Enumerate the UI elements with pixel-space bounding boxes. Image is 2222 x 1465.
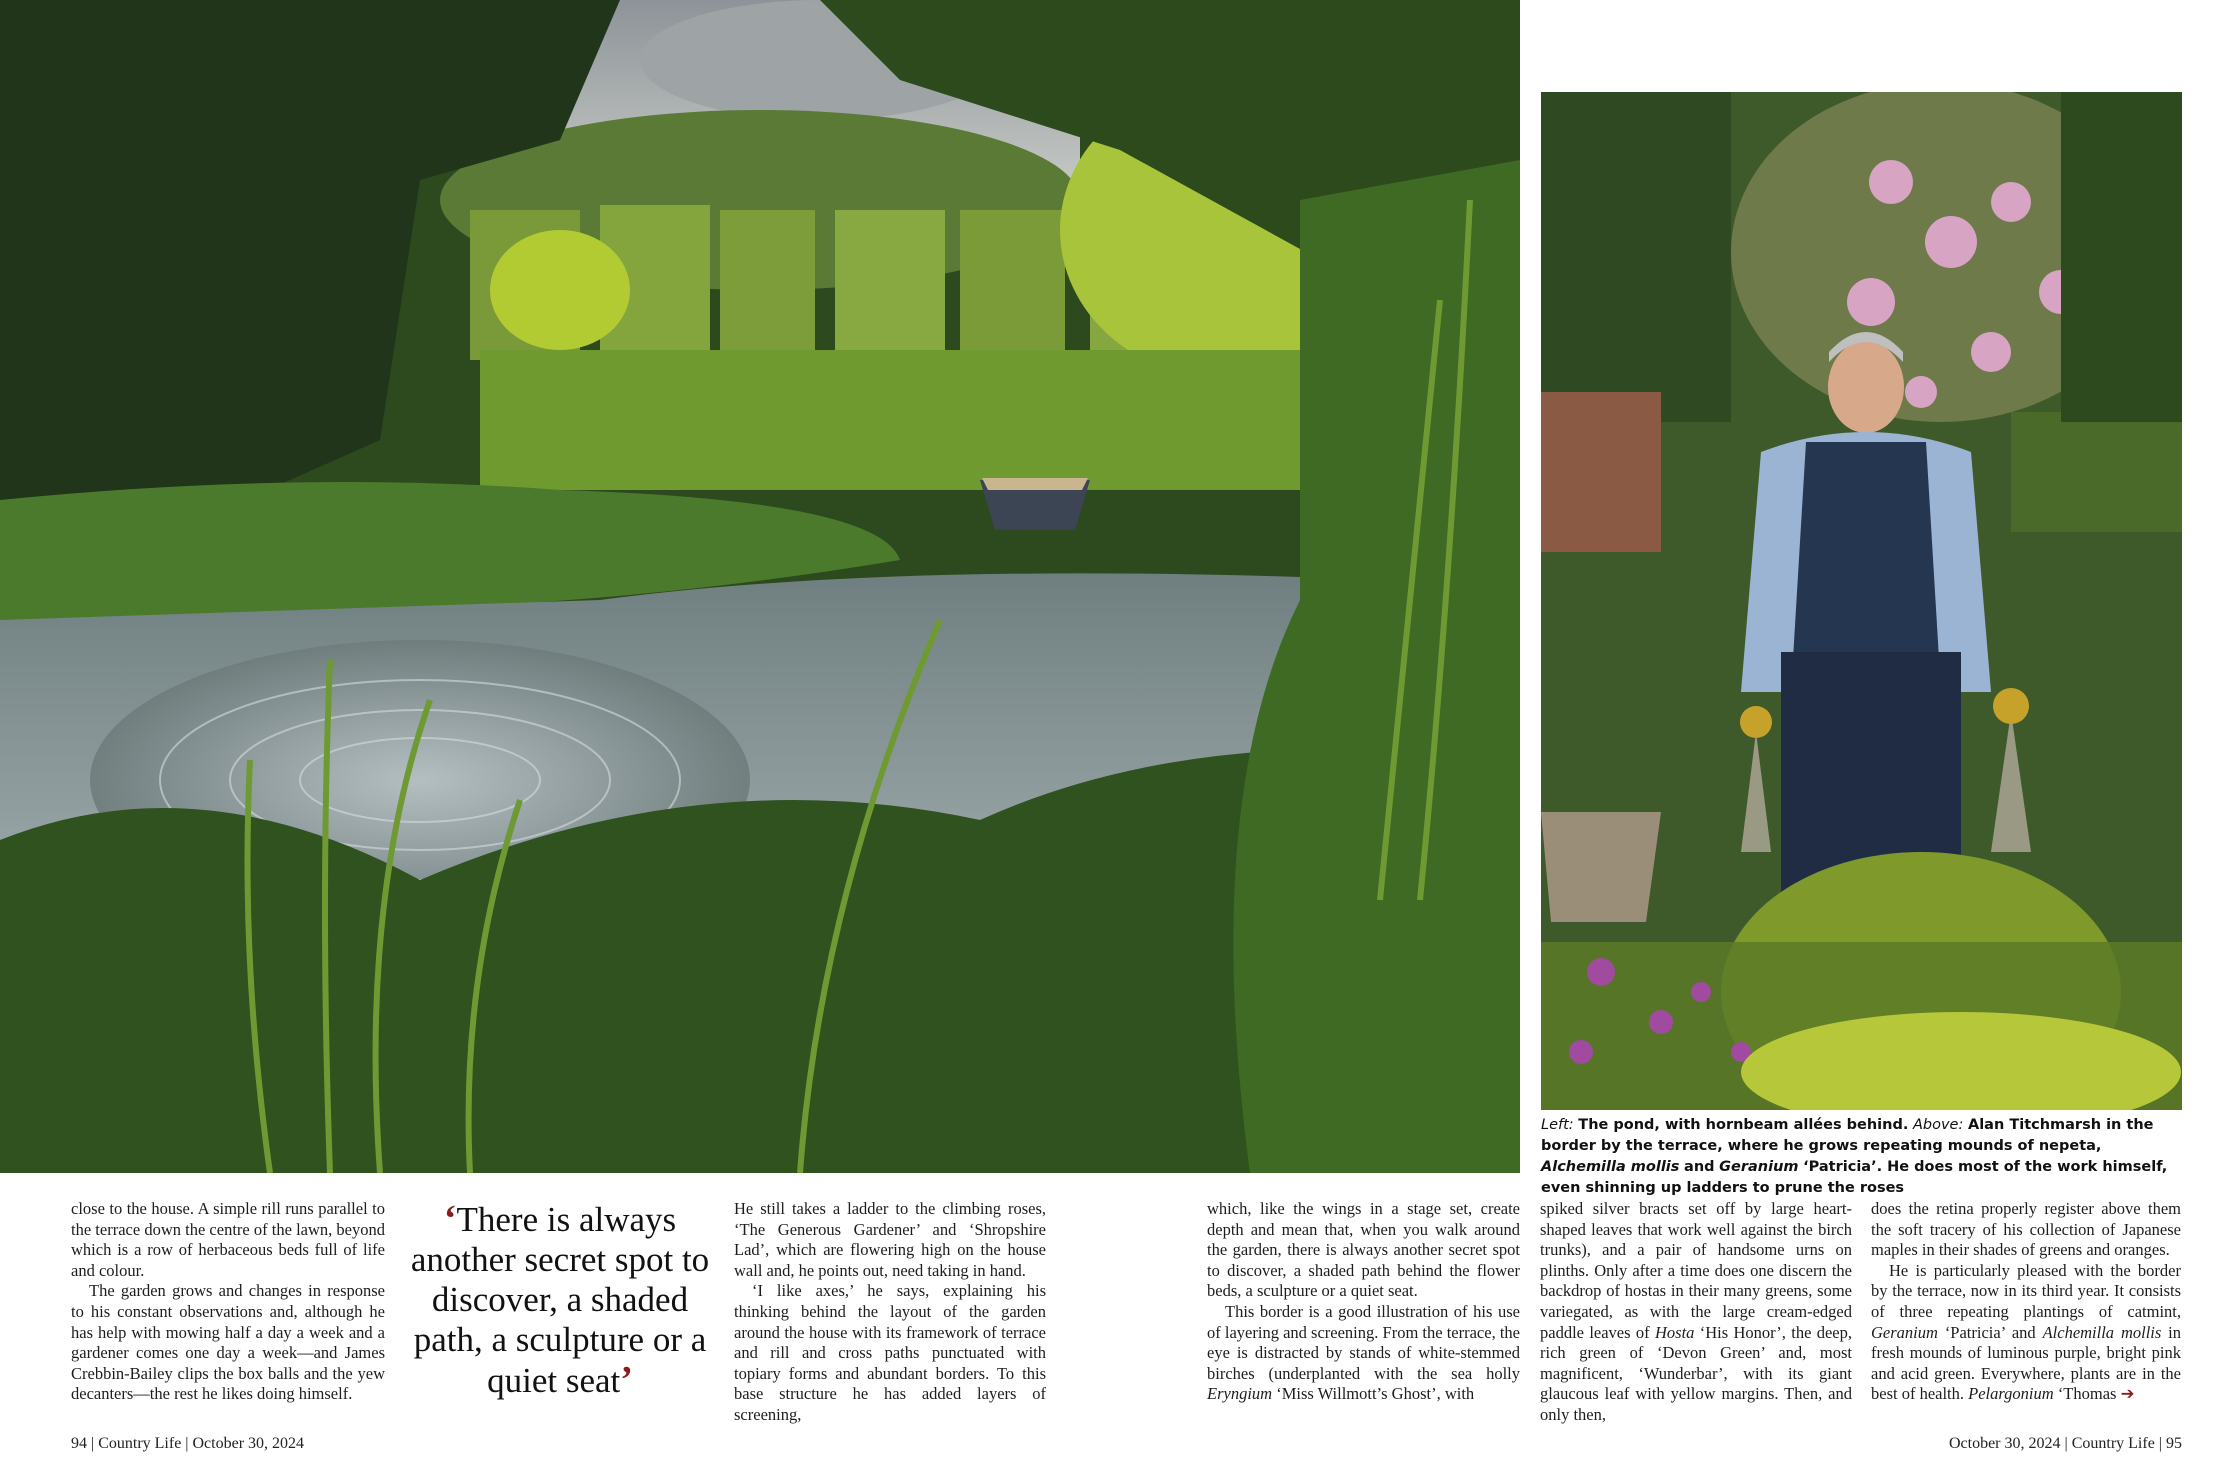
continue-arrow-icon: ➔ bbox=[2120, 1384, 2135, 1404]
paragraph: ‘I like axes,’ he says, explaining his thinking behind the layout of the garden around the house with its framework of terrace and rill and cross paths punctuated with topiary forms and abundant borders. To this base structure he has added layers of screening, bbox=[734, 1281, 1046, 1424]
paragraph: He still takes a ladder to the climbing roses, ‘The Generous Gardener’ and ‘Shropshire Lad’, which are flowering high on the house wall and, he points out, need taking in hand. bbox=[734, 1199, 1046, 1280]
plant-name: Hosta bbox=[1654, 1322, 1695, 1342]
paragraph: which, like the wings in a stage set, create depth and mean that, when you walk around the garden, there is always another secret spot to discover, a shaded path behind the flower beds, a sculpture or a quiet seat. bbox=[1207, 1199, 1520, 1301]
caption-left-label: Left: bbox=[1541, 1117, 1574, 1133]
plant-name: Geranium bbox=[1871, 1322, 1938, 1342]
photo-caption bbox=[1541, 1115, 2182, 1199]
caption-above-text-1: Alan Titchmarsh in the border by the terrace, where he grows repeating mounds of nepeta, bbox=[1541, 1117, 2154, 1154]
portrait-photo bbox=[1541, 92, 2182, 1110]
plant-name: Eryngium bbox=[1207, 1384, 1273, 1404]
pull-quote bbox=[405, 1199, 715, 1401]
paragraph bbox=[1871, 1261, 2181, 1405]
open-quote-mark: ‘ bbox=[443, 1198, 457, 1240]
plant-name: Alchemilla mollis bbox=[2042, 1322, 2162, 1342]
caption-and: and bbox=[1684, 1159, 1715, 1175]
plant-name: Pelargonium bbox=[1968, 1384, 2054, 1404]
body-column-5 bbox=[1540, 1199, 1852, 1426]
text-run: spiked silver bracts set off by large heart-shaped leaves that work well against the birch trunks), and a pair of handsome urns on plinths. Only after a time does one discern the backdrop of hostas in their many greens, some variegated, as with the large cream-edged paddle leaves of bbox=[1540, 1199, 1852, 1342]
paragraph bbox=[1540, 1199, 1852, 1426]
text-run: ‘His Honor’, the deep, rich green of ‘Devon Green’ and, most magnificent, ‘Wunderbar’, with its giant glaucous leaf with yellow margins. Then, and only then, bbox=[1540, 1322, 1853, 1424]
folio-left: 94 | Country Life | October 30, 2024 bbox=[71, 1435, 305, 1452]
caption-left-text: The pond, with hornbeam allées behind. bbox=[1578, 1117, 1909, 1133]
caption-plant-2: Geranium bbox=[1719, 1159, 1799, 1175]
paragraph: close to the house. A simple rill runs parallel to the terrace down the centre of the lawn, beyond which is a row of herbaceous beds full of life and colour. bbox=[71, 1199, 385, 1280]
paragraph: The garden grows and changes in response to his constant observations and, although he has help with mowing half a day a week and a gardener comes one day a week—and James Crebbin-Bailey clips the box balls and the yew decanters—the rest he likes doing himself. bbox=[71, 1281, 385, 1404]
text-run: This border is a good illustration of his use of layering and screening. From the terrace, the eye is distracted by stands of white-stemmed birches (underplanted with the sea holly bbox=[1207, 1301, 1520, 1383]
body-column-6 bbox=[1871, 1199, 2181, 1405]
paragraph bbox=[1207, 1302, 1520, 1405]
paragraph: does the retina properly register above them the soft tracery of his collection of Japanese maples in their shades of greens and oranges. bbox=[1871, 1199, 2181, 1260]
body-column-4 bbox=[1207, 1199, 1520, 1405]
caption-plant-1: Alchemilla mollis bbox=[1541, 1159, 1680, 1175]
caption-above-text-2: ‘Patricia’. He does most of the work himself, even shinning up ladders to prune the roses bbox=[1541, 1159, 2168, 1196]
caption-above-label: Above: bbox=[1912, 1117, 1964, 1133]
folio-right: October 30, 2024 | Country Life | 95 bbox=[1948, 1435, 2182, 1452]
close-quote-mark: ’ bbox=[620, 1359, 633, 1401]
text-run: He is particularly pleased with the border by the terrace, now in its third year. It consists of three repeating plantings of catmint, bbox=[1871, 1260, 2181, 1321]
body-column-1 bbox=[71, 1199, 385, 1405]
pull-quote-text: There is always another secret spot to discover, a shaded path, a sculpture or a quiet seat bbox=[410, 1200, 710, 1400]
text-run: ‘Patricia’ and bbox=[1944, 1322, 2036, 1342]
text-run: ‘Thomas bbox=[2057, 1384, 2117, 1404]
portrait-illustration bbox=[1541, 92, 2182, 1110]
text-run: in fresh mounds of luminous purple, bright pink and acid green. Everywhere, plants are in the best of health. bbox=[1871, 1322, 2182, 1404]
text-run: ‘Miss Willmott’s Ghost’, with bbox=[1276, 1384, 1475, 1404]
body-column-3 bbox=[734, 1199, 1046, 1426]
